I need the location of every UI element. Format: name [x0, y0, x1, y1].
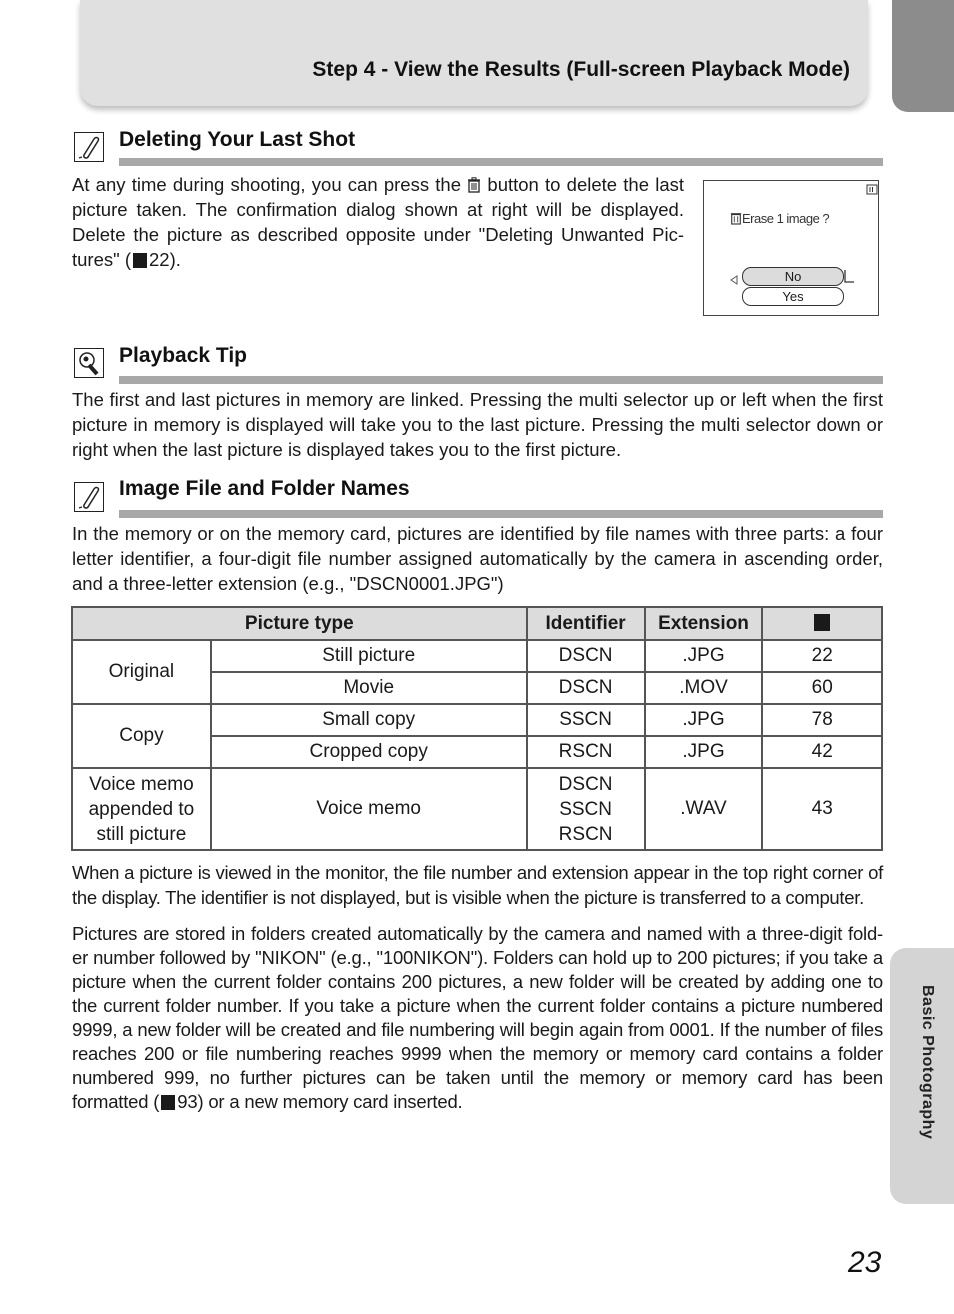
erase-prompt: Erase 1 image ? — [730, 211, 829, 226]
cell-type: Still picture — [211, 640, 527, 672]
page-reference-icon — [161, 1095, 175, 1110]
section-rule — [119, 376, 883, 384]
cell-page: 78 — [762, 704, 882, 736]
cell-type: Voice memo — [211, 768, 527, 850]
cell-extension: .JPG — [645, 736, 763, 768]
table-row — [72, 768, 882, 850]
cell-page: 42 — [762, 736, 882, 768]
cell-page: 22 — [762, 640, 882, 672]
playback-tip-paragraph: The first and last pictures in memory are linked. Pressing the multi selector up or left when the first picture in memory is displayed will take you to the last picture. Pressing the multi selector down or right when the last picture is displayed takes you to the first picture. — [72, 389, 883, 460]
cell-extension: .WAV — [645, 768, 763, 850]
header-extension: Extension — [645, 607, 763, 640]
lightbulb-tip-icon — [74, 348, 104, 378]
cell-identifier: DSCN — [527, 640, 645, 672]
option-yes-button[interactable]: Yes — [742, 287, 844, 306]
header-identifier: Identifier — [527, 607, 645, 640]
file-names-paragraph-1: In the memory or on the memory card, pictures are identified by file names with three parts: a four letter identifier, a four-digit file number assigned automatically by the camera in ascending order, and a three-letter extension (e.g., "DSCN0001.JPG") — [72, 523, 883, 594]
group-copy: Copy — [72, 704, 211, 768]
group-original: Original — [72, 640, 211, 704]
page-number: 23 — [848, 1246, 882, 1279]
file-names-paragraph-2: When a picture is viewed in the monitor, the file number and extension appear in the top right corner of the display. The identifier is not displayed, but is visible when the picture is transferred to a computer. — [72, 862, 883, 908]
table-header-row — [72, 607, 882, 640]
note-pencil-icon — [74, 482, 104, 512]
section-title-playback-tip: Playback Tip — [119, 344, 248, 367]
cell-extension: .MOV — [645, 672, 763, 704]
section-rule — [119, 510, 883, 518]
trash-icon — [467, 174, 481, 195]
page-header — [80, 0, 868, 106]
camera-monitor-screen — [703, 180, 879, 316]
header-picture-type: Picture type — [72, 607, 527, 640]
note-pencil-icon — [74, 132, 104, 162]
file-names-paragraph-3: Pictures are stored in folders created automatically by the camera and named with a three-digit fold-er number followed by "NIKON" (e.g., "100NIKON"). Folders can hold up to 200 pictures; if you take a picture when the current folder contains 200 pictures, a new folder will be created by adding one to the current folder number. If you take a picture when the current folder contains a picture numbered 9999, a new folder will be created and file numbering will begin again from 0001. If the number of files reaches 200 or file numbering reaches 9999 when the memory or memory card contains a folder numbered 999, no further pictures can be taken until the memory or memory card has been formatted ( 93) or a new memory card inserted. — [72, 923, 883, 1112]
chapter-tab-label: Basic Photography — [919, 985, 936, 1140]
page-reference-icon — [133, 253, 147, 268]
header-title: Step 4 - View the Results (Full-screen Playback Mode) — [312, 58, 850, 81]
section-title-deleting: Deleting Your Last Shot — [119, 128, 356, 151]
cell-extension: .JPG — [645, 640, 763, 672]
section-rule — [119, 158, 883, 166]
option-no-button[interactable]: No — [742, 267, 844, 286]
cell-extension: .JPG — [645, 704, 763, 736]
cell-identifier: SSCN — [527, 704, 645, 736]
deleting-paragraph: At any time during shooting, you can press the button to delete the last picture taken. The confirmation dialog shown at right will be displayed. Delete the picture as described opposite under "Deleting Unwanted Pic-tures" ( 22). — [72, 174, 684, 270]
table-row — [72, 640, 882, 672]
cell-type: Movie — [211, 672, 527, 704]
section-title-file-names: Image File and Folder Names — [119, 477, 410, 500]
chapter-tab-top — [892, 0, 954, 112]
cell-page: 43 — [762, 768, 882, 850]
cell-identifier: DSCN SSCN RSCN — [527, 768, 645, 850]
group-voice-memo: Voice memo appended to still picture — [72, 768, 211, 850]
cell-identifier: RSCN — [527, 736, 645, 768]
cell-type: Small copy — [211, 704, 527, 736]
table-row — [72, 704, 882, 736]
cell-identifier: DSCN — [527, 672, 645, 704]
cell-page: 60 — [762, 672, 882, 704]
file-name-table — [71, 606, 883, 851]
cell-type: Cropped copy — [211, 736, 527, 768]
header-page-reference-icon — [762, 607, 882, 640]
